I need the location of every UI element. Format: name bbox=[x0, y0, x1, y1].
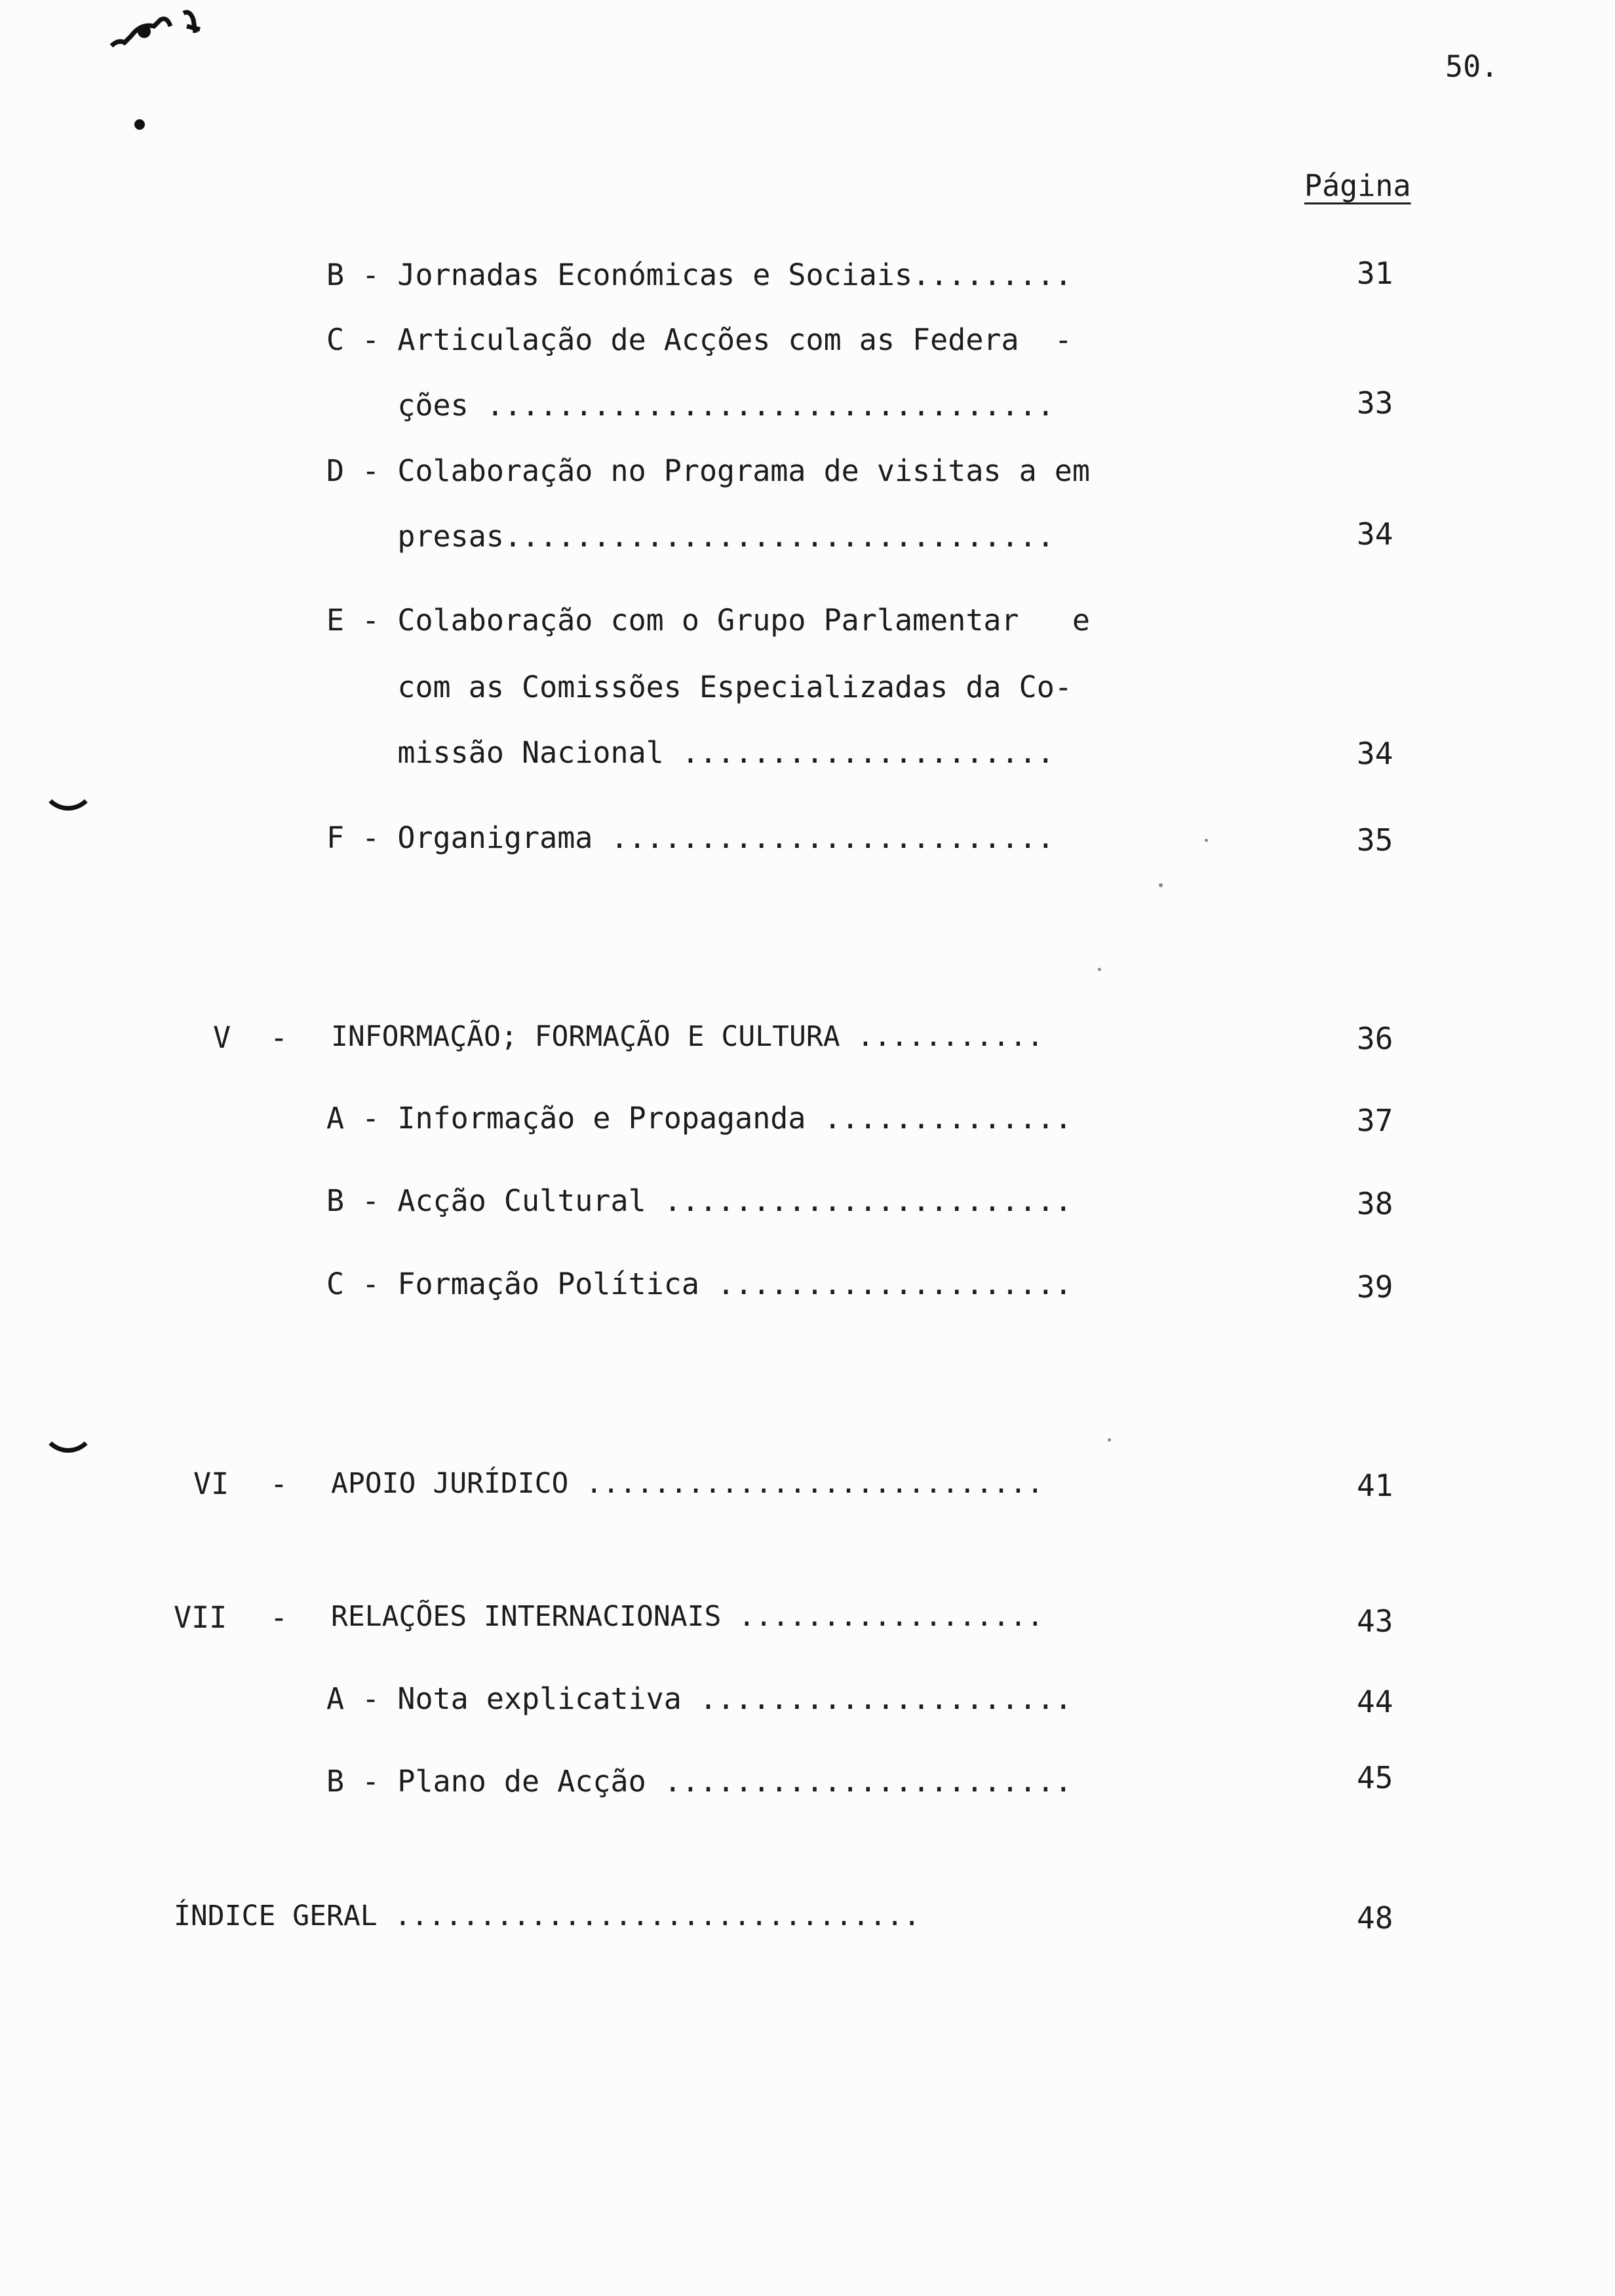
toc-entry-jornadas: B - Jornadas Económicas e Sociais......... bbox=[326, 258, 1072, 292]
margin-tick-mark bbox=[41, 780, 96, 811]
scan-speck bbox=[1205, 839, 1208, 842]
toc-page-nota-explicativa: 44 bbox=[1357, 1684, 1393, 1719]
scan-speck bbox=[1159, 883, 1163, 887]
toc-page-formacao-politica: 39 bbox=[1357, 1269, 1393, 1305]
toc-entry-visitas: D - Colaboração no Programa de visitas a em bbox=[326, 453, 1090, 488]
toc-entry-accao-cultural: B - Acção Cultural ....................... bbox=[326, 1183, 1072, 1218]
page-number: 50. bbox=[1445, 49, 1499, 84]
page-column-heading: Página bbox=[1304, 168, 1411, 203]
toc-dash-vii: - bbox=[270, 1600, 288, 1635]
toc-page-grupo-parlamentar: 34 bbox=[1357, 736, 1393, 771]
toc-page-accao-cultural: 38 bbox=[1357, 1186, 1393, 1221]
toc-page-informacao: 36 bbox=[1357, 1021, 1393, 1056]
toc-entry-grupo-parlamentar: E - Colaboração com o Grupo Parlamentar e bbox=[326, 603, 1090, 638]
toc-page-plano-accao: 45 bbox=[1357, 1760, 1393, 1795]
toc-page-jornadas: 31 bbox=[1357, 256, 1393, 291]
toc-entry-nota-explicativa: A - Nota explicativa ..................... bbox=[326, 1681, 1072, 1716]
toc-section-informacao: INFORMAÇÃO; FORMAÇÃO E CULTURA ........... bbox=[331, 1020, 1044, 1053]
scan-speck bbox=[1098, 968, 1101, 971]
ink-dot bbox=[134, 119, 145, 130]
toc-page-visitas: 34 bbox=[1357, 516, 1393, 552]
toc-roman-v: V bbox=[213, 1020, 231, 1055]
margin-tick-mark bbox=[41, 1422, 96, 1453]
toc-page-apoio-juridico: 41 bbox=[1357, 1468, 1393, 1503]
toc-entry-visitas-cont: presas............................... bbox=[326, 519, 1055, 554]
handwritten-scribble bbox=[105, 0, 223, 66]
toc-entry-articulacao: C - Articulação de Acções com as Federa - bbox=[326, 322, 1072, 357]
toc-entry-plano-accao: B - Plano de Acção ....................... bbox=[326, 1764, 1072, 1799]
toc-entry-grupo-parlamentar-cont1: com as Comissões Especializadas da Co- bbox=[326, 670, 1072, 704]
toc-entry-indice-geral: ÍNDICE GERAL ............................... bbox=[174, 1900, 921, 1932]
toc-entry-informacao-propaganda: A - Informação e Propaganda .............. bbox=[326, 1101, 1072, 1136]
toc-section-apoio-juridico: APOIO JURÍDICO ........................... bbox=[331, 1467, 1044, 1500]
toc-page-indice-geral: 48 bbox=[1357, 1900, 1393, 1936]
toc-dash-vi: - bbox=[270, 1466, 288, 1501]
toc-roman-vi: VI bbox=[193, 1466, 229, 1501]
scan-speck bbox=[1108, 1438, 1111, 1442]
toc-entry-organigrama: F - Organigrama ......................... bbox=[326, 820, 1055, 855]
toc-page-organigrama: 35 bbox=[1357, 822, 1393, 858]
toc-entry-articulacao-cont: ções ................................ bbox=[326, 388, 1055, 423]
toc-section-relacoes: RELAÇÕES INTERNACIONAIS .................. bbox=[331, 1600, 1044, 1633]
toc-entry-grupo-parlamentar-cont2: missão Nacional ..................... bbox=[326, 735, 1055, 770]
toc-page-articulacao: 33 bbox=[1357, 385, 1393, 421]
toc-roman-vii: VII bbox=[174, 1600, 227, 1635]
toc-entry-formacao-politica: C - Formação Política .................... bbox=[326, 1267, 1072, 1301]
toc-page-informacao-propaganda: 37 bbox=[1357, 1103, 1393, 1138]
toc-dash-v: - bbox=[270, 1020, 288, 1055]
toc-page-relacoes: 43 bbox=[1357, 1603, 1393, 1639]
